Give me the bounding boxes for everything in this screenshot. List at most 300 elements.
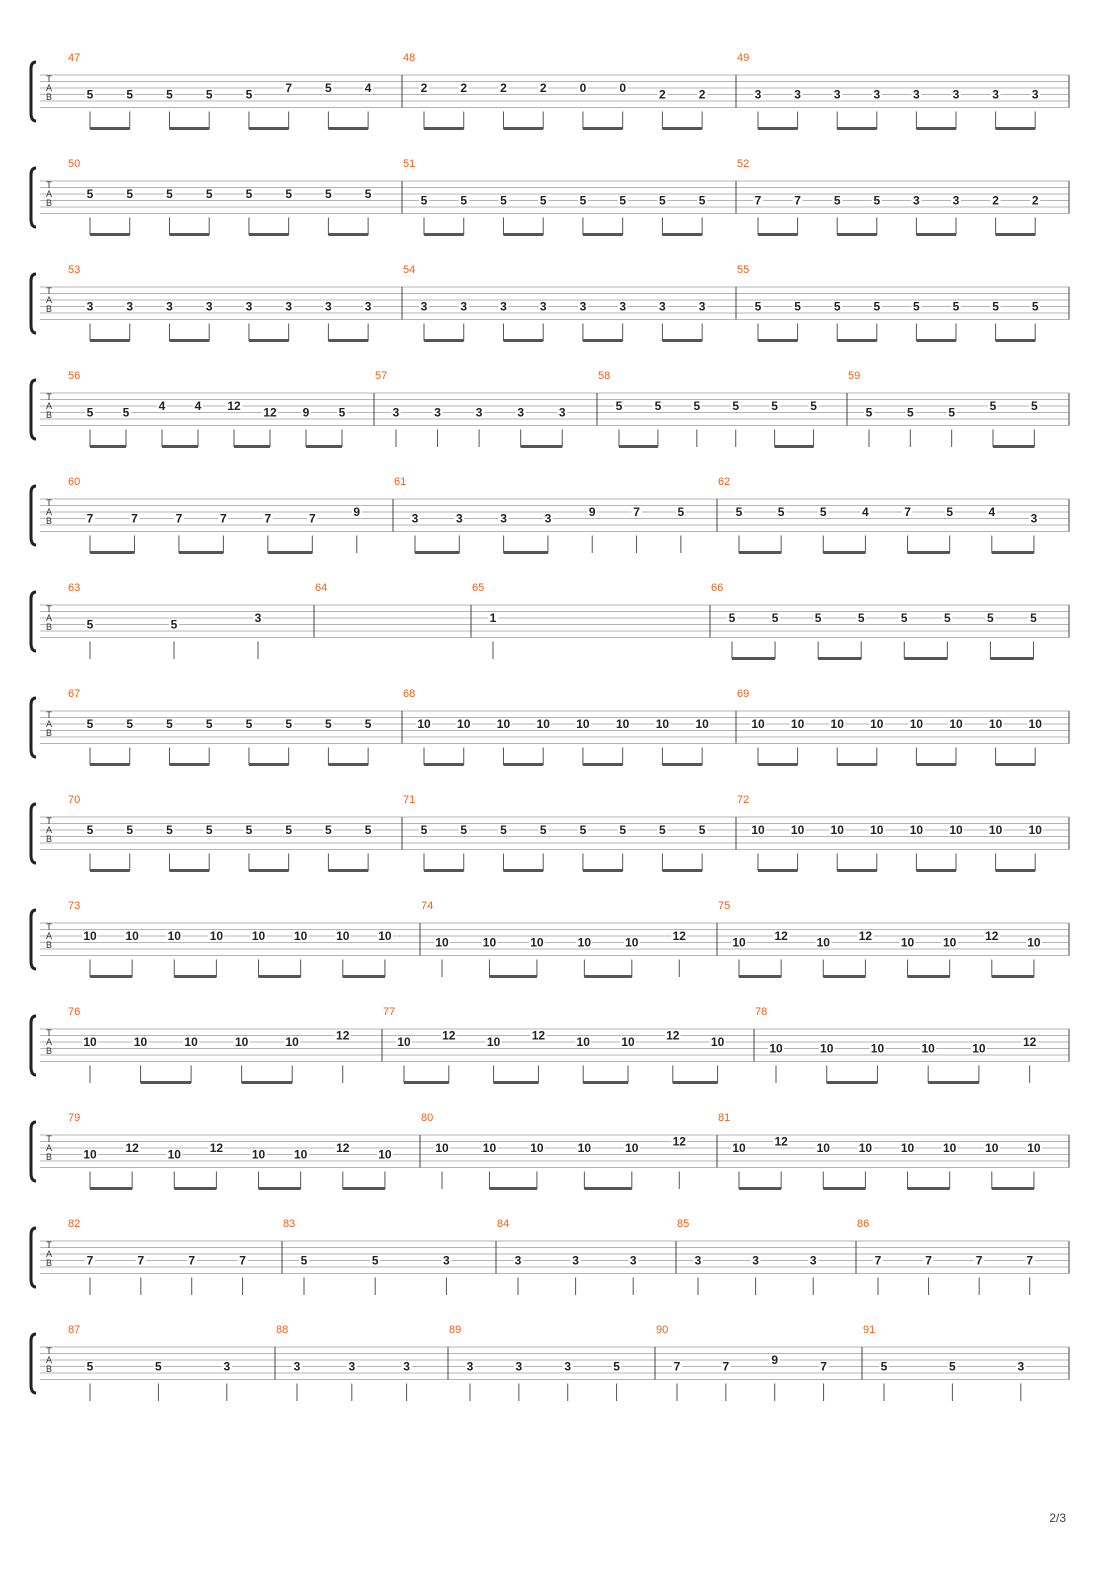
fret-number: 7 [86, 511, 94, 526]
fret-number: 10 [576, 717, 590, 731]
system-brace [31, 910, 36, 969]
note-beam [583, 339, 623, 342]
fret-number: 5 [325, 187, 332, 201]
measure [68, 1006, 351, 1084]
note-beam [424, 869, 464, 872]
tab-system [31, 476, 1069, 554]
fret-number: 10 [870, 717, 884, 731]
fret-number: 5 [364, 823, 372, 837]
fret-number: 4 [158, 399, 166, 413]
fret-number: 10 [942, 935, 957, 950]
fret-number: 3 [392, 405, 400, 420]
fret-number: 3 [952, 193, 960, 208]
measure-number: 66 [711, 582, 724, 594]
note-beam [90, 1187, 132, 1190]
fret-number: 2 [539, 81, 547, 95]
fret-number: 5 [777, 505, 785, 519]
fret-number: 5 [86, 617, 94, 632]
fret-number: 5 [654, 399, 662, 413]
measure-number: 76 [68, 1006, 81, 1018]
note-beam [583, 1081, 628, 1084]
fret-number: 3 [754, 87, 762, 102]
measure-number: 69 [737, 688, 750, 700]
fret-number: 7 [285, 81, 293, 95]
fret-number: 3 [659, 299, 666, 314]
fret-number: 10 [285, 1035, 299, 1049]
fret-number: 12 [1022, 1035, 1037, 1049]
fret-number: 7 [308, 511, 316, 526]
measure-number: 68 [403, 688, 416, 700]
fret-number: 3 [285, 299, 293, 314]
tab-clef-letter: A [45, 1355, 53, 1365]
fret-number: 10 [293, 929, 308, 943]
measure [656, 1324, 829, 1401]
fret-number: 3 [564, 1359, 572, 1374]
fret-number: 10 [184, 1035, 198, 1049]
fret-number: 5 [126, 823, 134, 837]
system-brace [31, 698, 36, 757]
tab-clef-letter: B [45, 1152, 53, 1162]
fret-number: 3 [460, 299, 468, 314]
fret-number: 12 [531, 1028, 546, 1043]
fret-number: 3 [254, 611, 262, 625]
note-beam [992, 551, 1034, 554]
fret-number: 10 [790, 823, 805, 837]
fret-number: 4 [988, 505, 996, 519]
fret-number: 5 [155, 1359, 162, 1374]
fret-number: 10 [900, 1141, 915, 1155]
fret-number: 10 [621, 1035, 635, 1049]
fret-number: 10 [732, 1141, 746, 1155]
fret-number: 5 [619, 823, 627, 837]
measure [315, 582, 327, 594]
measure [68, 900, 393, 978]
measure-number: 67 [68, 688, 81, 700]
fret-number: 10 [909, 717, 924, 731]
fret-number: 3 [126, 299, 134, 314]
tab-system [31, 1324, 1069, 1401]
fret-number: 7 [188, 1253, 196, 1268]
fret-number: 5 [900, 611, 908, 625]
note-beam [249, 763, 289, 766]
fret-number: 5 [245, 187, 253, 201]
note-beam [992, 1187, 1034, 1190]
measure [472, 582, 498, 659]
system-brace [31, 274, 36, 333]
fret-number: 9 [353, 505, 361, 519]
fret-number: 10 [870, 823, 884, 837]
note-beam [424, 763, 464, 766]
fret-number: 5 [338, 405, 346, 420]
fret-number: 3 [517, 405, 525, 420]
fret-number: 3 [475, 405, 483, 420]
fret-number: 10 [1027, 1141, 1041, 1155]
fret-number: 5 [300, 1253, 308, 1268]
note-beam [174, 975, 216, 978]
fret-number: 5 [126, 87, 134, 102]
fret-number: 9 [771, 1353, 779, 1367]
fret-number: 5 [122, 405, 130, 420]
fret-number: 7 [794, 193, 801, 208]
measure-number: 51 [403, 158, 416, 170]
fret-number: 3 [443, 1253, 450, 1268]
measure-number: 89 [449, 1324, 462, 1336]
tab-clef-letter: B [45, 1258, 53, 1268]
tab-system [31, 370, 1069, 448]
fret-number: 5 [86, 823, 94, 837]
tab-clef-letter: A [45, 613, 53, 623]
tab-clef-letter: B [45, 1364, 53, 1374]
fret-number: 5 [735, 505, 743, 519]
measure-number: 48 [403, 52, 416, 64]
tab-clef-letter: B [45, 516, 53, 526]
fret-number: 5 [205, 823, 213, 837]
fret-number: 5 [992, 299, 999, 314]
measure [421, 1112, 687, 1190]
measure [848, 370, 1039, 448]
fret-number: 10 [482, 1141, 497, 1155]
tab-clef-letter: T [46, 498, 52, 508]
note-beam [268, 551, 312, 554]
measure [68, 158, 373, 236]
note-beam [837, 339, 877, 342]
fret-number: 10 [751, 717, 765, 731]
fret-number: 10 [83, 929, 97, 943]
fret-number: 10 [293, 1147, 308, 1162]
note-beam [908, 975, 950, 978]
measure-number: 91 [863, 1324, 876, 1336]
note-beam [916, 233, 956, 236]
note-beam [993, 445, 1034, 448]
fret-number: 10 [378, 1147, 392, 1162]
tab-system [31, 264, 1069, 342]
fret-number: 5 [615, 399, 623, 413]
note-beam [837, 127, 877, 130]
fret-number: 1 [489, 611, 497, 625]
measure-number: 55 [737, 264, 750, 276]
fret-number: 12 [774, 929, 788, 943]
note-beam [758, 339, 798, 342]
fret-number: 5 [989, 399, 997, 413]
note-beam [242, 1081, 293, 1084]
measure-number: 79 [68, 1112, 81, 1124]
fret-number: 5 [245, 823, 253, 837]
fret-number: 10 [949, 823, 963, 837]
note-beam [489, 1187, 536, 1190]
note-beam [823, 975, 865, 978]
fret-number: 5 [613, 1359, 620, 1374]
fret-number: 3 [205, 299, 213, 314]
fret-number: 3 [293, 1359, 301, 1374]
fret-number: 12 [672, 1134, 686, 1149]
fret-number: 5 [126, 717, 134, 731]
tab-clef-letter: B [45, 834, 53, 844]
fret-number: 5 [865, 405, 873, 420]
tab-system [31, 1112, 1069, 1190]
note-beam [141, 1081, 192, 1084]
measure [403, 688, 710, 766]
fret-number: 9 [588, 505, 596, 519]
fret-number: 3 [403, 1359, 410, 1374]
fret-number: 12 [227, 399, 241, 413]
measure-number: 74 [421, 900, 434, 912]
fret-number: 5 [364, 717, 372, 731]
measure-number: 58 [598, 370, 611, 382]
tab-clef-letter: A [45, 189, 53, 199]
measure-number: 50 [68, 158, 81, 170]
tab-clef-letter: A [45, 719, 53, 729]
note-beam [328, 763, 368, 766]
fret-number: 3 [913, 87, 920, 102]
fret-number: 3 [466, 1359, 474, 1374]
system-brace [31, 486, 36, 545]
fret-number: 10 [988, 717, 1003, 731]
fret-number: 10 [577, 935, 592, 950]
note-beam [404, 1081, 449, 1084]
note-beam [503, 339, 543, 342]
fret-number: 10 [435, 1141, 449, 1155]
fret-number: 7 [975, 1253, 983, 1268]
note-beam [328, 869, 368, 872]
fret-number: 5 [1031, 299, 1039, 314]
tab-system [31, 582, 1069, 660]
measure-number: 72 [737, 794, 750, 806]
measure-number: 78 [755, 1006, 768, 1018]
fret-number: 5 [285, 187, 293, 201]
fret-number: 3 [245, 299, 253, 314]
system-brace [31, 592, 36, 651]
fret-number: 7 [925, 1253, 932, 1268]
fret-number: 3 [500, 511, 507, 526]
tab-clef-letter: A [45, 83, 53, 93]
fret-number: 9 [302, 405, 310, 420]
fret-number: 5 [754, 299, 762, 314]
fret-number: 3 [539, 299, 547, 314]
measure-number: 77 [383, 1006, 396, 1018]
fret-number: 12 [336, 1028, 350, 1043]
note-beam [904, 657, 947, 660]
fret-number: 3 [515, 1359, 523, 1374]
fret-number: 5 [952, 299, 960, 314]
fret-number: 10 [830, 717, 844, 731]
fret-number: 10 [133, 1035, 148, 1049]
system-brace [31, 380, 36, 439]
fret-number: 5 [285, 823, 293, 837]
fret-number: 5 [170, 617, 178, 632]
note-beam [916, 869, 956, 872]
fret-number: 7 [820, 1359, 827, 1374]
note-beam [169, 127, 209, 130]
fret-number: 2 [992, 193, 999, 208]
fret-number: 5 [420, 193, 428, 208]
fret-number: 12 [774, 1134, 788, 1149]
fret-number: 10 [486, 1035, 501, 1049]
fret-number: 10 [625, 935, 639, 950]
note-beam [169, 233, 209, 236]
fret-number: 10 [988, 823, 1003, 837]
fret-number: 10 [949, 717, 963, 731]
fret-number: 3 [86, 299, 94, 314]
measure-number: 87 [68, 1324, 81, 1336]
note-beam [928, 1081, 979, 1084]
measure [68, 1324, 232, 1401]
fret-number: 7 [264, 511, 272, 526]
measure [383, 1006, 726, 1084]
measure-number: 65 [472, 582, 485, 594]
note-beam [662, 233, 702, 236]
fret-number: 12 [442, 1028, 456, 1043]
measure [449, 1324, 622, 1401]
tab-clef-letter: B [45, 198, 53, 208]
measure [737, 52, 1040, 130]
note-beam [818, 657, 861, 660]
note-beam [328, 127, 368, 130]
fret-number: 5 [771, 611, 779, 625]
note-beam [259, 1187, 301, 1190]
note-beam [619, 445, 658, 448]
note-beam [504, 551, 548, 554]
measure [497, 1218, 638, 1295]
fret-number: 5 [86, 405, 94, 420]
tab-system [31, 52, 1069, 130]
fret-number: 5 [794, 299, 801, 314]
measure-number: 60 [68, 476, 81, 488]
note-beam [415, 551, 459, 554]
fret-number: 3 [579, 299, 587, 314]
tab-clef-letter: B [45, 940, 53, 950]
note-beam [916, 763, 956, 766]
note-beam [583, 763, 623, 766]
measure [677, 1218, 818, 1295]
fret-number: 3 [558, 405, 566, 420]
fret-number: 3 [455, 511, 463, 526]
tab-clef-letter: T [46, 1346, 52, 1356]
fret-number: 5 [205, 717, 213, 731]
fret-number: 7 [175, 511, 183, 526]
fret-number: 7 [220, 511, 227, 526]
fret-number: 12 [209, 1141, 224, 1155]
fret-number: 10 [816, 935, 830, 950]
measure [598, 370, 819, 448]
measure [276, 1324, 412, 1401]
tab-clef-letter: A [45, 1037, 53, 1047]
fret-number: 3 [1030, 511, 1038, 526]
measure [68, 1112, 393, 1190]
fret-number: 7 [86, 1253, 94, 1268]
note-beam [583, 233, 623, 236]
measure-number: 75 [718, 900, 731, 912]
tab-clef-letter: T [46, 286, 52, 296]
fret-number: 10 [167, 1147, 181, 1162]
system-brace [31, 62, 36, 121]
fret-number: 10 [83, 1035, 97, 1049]
note-beam [583, 127, 623, 130]
measure [711, 582, 1038, 660]
note-beam [424, 233, 464, 236]
note-beam [521, 445, 563, 448]
tab-clef-letter: T [46, 1028, 52, 1038]
fret-number: 5 [364, 187, 372, 201]
measure-number: 81 [718, 1112, 731, 1124]
fret-number: 10 [125, 929, 139, 943]
system-brace [31, 1122, 36, 1181]
tab-clef-letter: A [45, 507, 53, 517]
measure [68, 1218, 248, 1295]
tab-clef-letter: B [45, 410, 53, 420]
system-brace [31, 1016, 36, 1075]
fret-number: 3 [752, 1253, 759, 1268]
fret-number: 10 [655, 717, 670, 731]
fret-number: 10 [577, 1141, 592, 1155]
fret-number: 5 [833, 299, 841, 314]
fret-number: 5 [285, 717, 293, 731]
fret-number: 2 [698, 87, 706, 102]
fret-number: 10 [858, 1141, 873, 1155]
measure-number: 59 [848, 370, 861, 382]
system-brace [31, 804, 36, 863]
system-brace [31, 1334, 36, 1393]
tab-system [31, 688, 1069, 766]
fret-number: 4 [862, 505, 869, 519]
fret-number: 10 [234, 1035, 249, 1049]
fret-number: 5 [987, 611, 994, 625]
tab-clef-letter: A [45, 1143, 53, 1153]
note-beam [90, 339, 130, 342]
fret-number: 5 [693, 399, 701, 413]
note-beam [234, 445, 270, 448]
fret-number: 7 [874, 1253, 882, 1268]
fret-number: 4 [364, 81, 372, 95]
measure-number: 49 [737, 52, 750, 64]
fret-number: 5 [698, 823, 706, 837]
note-beam [996, 869, 1036, 872]
fret-number: 10 [530, 935, 544, 950]
fret-number: 5 [659, 823, 666, 837]
measure-number: 71 [403, 794, 416, 806]
fret-number: 5 [833, 193, 841, 208]
fret-number: 3 [500, 299, 507, 314]
fret-number: 10 [870, 1041, 885, 1056]
fret-number: 5 [814, 611, 822, 625]
fret-number: 3 [223, 1359, 231, 1374]
fret-number: 2 [500, 81, 507, 95]
fret-number: 3 [514, 1253, 522, 1268]
fret-number: 5 [579, 823, 587, 837]
fret-number: 5 [166, 717, 173, 731]
note-beam [758, 127, 798, 130]
tab-clef-letter: T [46, 1134, 52, 1144]
note-beam [90, 763, 130, 766]
note-beam [827, 1081, 878, 1084]
measure-number: 85 [677, 1218, 690, 1230]
fret-number: 5 [943, 611, 951, 625]
note-beam [169, 339, 209, 342]
fret-number: 3 [364, 299, 372, 314]
fret-number: 10 [615, 717, 630, 731]
measure [755, 1006, 1038, 1084]
note-beam [503, 127, 543, 130]
fret-number: 2 [460, 81, 468, 95]
measure [737, 158, 1040, 236]
measure [737, 264, 1040, 342]
fret-number: 10 [530, 1141, 544, 1155]
fret-number: 5 [810, 399, 817, 413]
fret-number: 3 [794, 87, 801, 102]
fret-number: 7 [722, 1359, 730, 1374]
fret-number: 5 [659, 193, 666, 208]
fret-number: 12 [858, 929, 873, 943]
note-beam [908, 551, 950, 554]
